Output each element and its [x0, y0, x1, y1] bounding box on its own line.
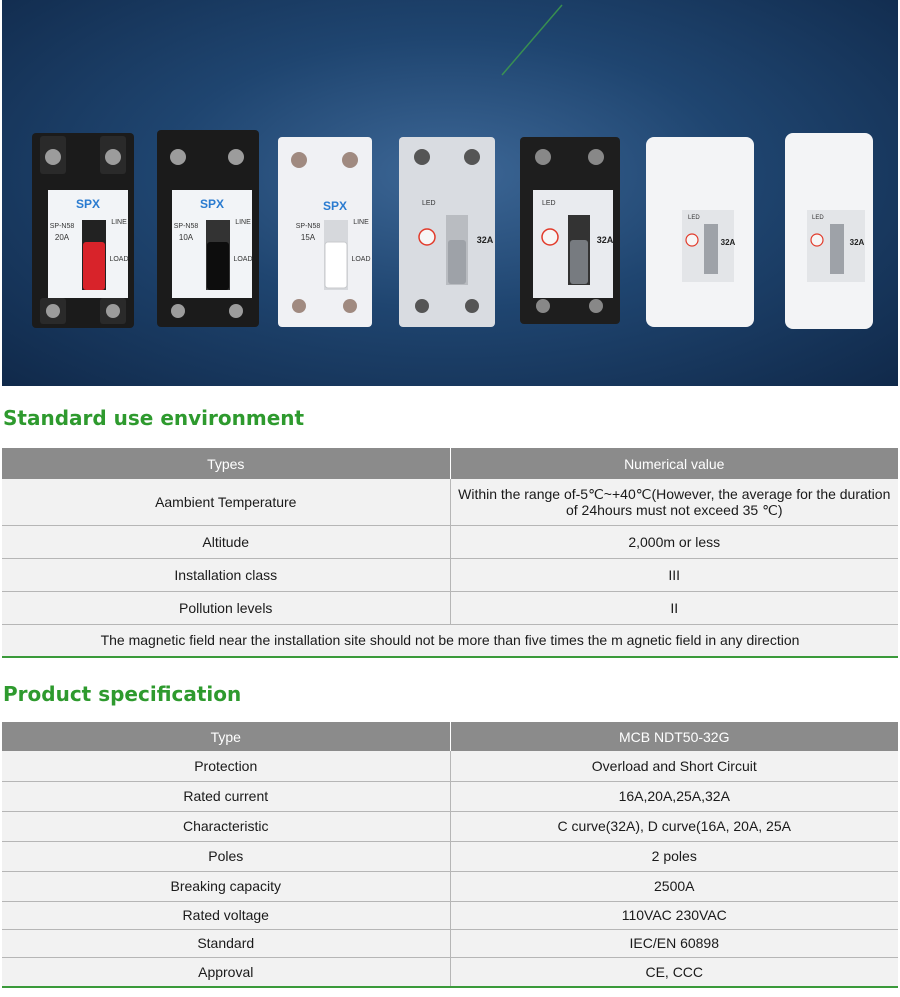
breaker-1-red-handle	[83, 242, 105, 290]
spec-value-cell: 2 poles	[450, 841, 898, 871]
spec-value-cell: CE, CCC	[450, 957, 898, 987]
breaker-3	[278, 137, 372, 327]
breaker-5	[520, 137, 620, 324]
env-value-cell: 2,000m or less	[450, 525, 898, 558]
breaker-1-load: LOAD	[109, 256, 129, 263]
breaker-1-line: LINE	[111, 219, 127, 226]
spec-label-cell: Standard	[2, 929, 450, 957]
magnetic-field-note: The magnetic field near the installation site should not be more than five times the m agnetic field in any direction	[2, 624, 898, 657]
breaker-1-rating: 20A	[54, 233, 70, 242]
breaker-6	[646, 137, 754, 327]
table-row	[2, 558, 898, 591]
spec-value-cell: C curve(32A), D curve(16A, 20A, 25A	[450, 811, 898, 841]
breaker-5-rating: 32A	[596, 235, 614, 245]
spec-label-cell: Rated voltage	[2, 901, 450, 929]
breaker-7-led: LED	[812, 215, 824, 221]
table-row	[2, 525, 898, 558]
table-row	[2, 479, 898, 525]
table-row	[2, 751, 898, 781]
breaker-2-line: LINE	[235, 219, 251, 226]
breaker-3-line: LINE	[353, 219, 369, 226]
spec-label-cell: Approval	[2, 957, 450, 987]
spec-label-cell: Protection	[2, 751, 450, 781]
spec-value-cell: 2500A	[450, 871, 898, 901]
spec-label-cell: Poles	[2, 841, 450, 871]
breaker-5-led: LED	[542, 200, 556, 207]
table-row	[2, 957, 898, 987]
table-row	[2, 841, 898, 871]
breaker-1	[32, 133, 134, 328]
breaker-6-led: LED	[688, 215, 700, 221]
specification-table	[2, 722, 898, 988]
breaker-2-rating: 10A	[178, 233, 194, 242]
breaker-2	[157, 130, 259, 327]
breaker-3-rating: 15A	[300, 233, 316, 242]
breaker-3-load: LOAD	[351, 256, 371, 263]
product-banner	[2, 0, 898, 386]
table-row	[2, 781, 898, 811]
environment-header-types: Types	[2, 448, 450, 479]
table-row	[2, 624, 898, 657]
env-value-cell: III	[450, 558, 898, 591]
table-row	[2, 591, 898, 624]
breaker-3-brand: SPX	[322, 199, 348, 213]
specification-header-row	[2, 722, 898, 751]
breaker-2-load: LOAD	[233, 256, 253, 263]
table-row	[2, 929, 898, 957]
breaker-4	[399, 137, 495, 327]
breaker-4-led: LED	[422, 200, 436, 207]
spec-value-cell: IEC/EN 60898	[450, 929, 898, 957]
breaker-2-black-handle	[207, 242, 229, 290]
spec-header-type: Type	[2, 722, 450, 751]
table-row	[2, 901, 898, 929]
env-type-cell: Altitude	[2, 525, 450, 558]
breaker-2-model: SP-N58	[173, 223, 199, 230]
spec-value-cell: Overload and Short Circuit	[450, 751, 898, 781]
env-type-cell: Aambient Temperature	[2, 479, 450, 525]
spec-value-cell: 110VAC 230VAC	[450, 901, 898, 929]
breaker-3-model: SP-N58	[295, 223, 321, 230]
spec-label-cell: Characteristic	[2, 811, 450, 841]
spec-label-cell: Breaking capacity	[2, 871, 450, 901]
environment-table	[2, 448, 898, 658]
breaker-4-rating: 32A	[476, 235, 494, 245]
table-row	[2, 871, 898, 901]
environment-title: Standard use environment	[3, 406, 305, 430]
env-type-cell: Pollution levels	[2, 591, 450, 624]
env-type-cell: Installation class	[2, 558, 450, 591]
table-row	[2, 811, 898, 841]
breaker-7-rating: 32A	[849, 238, 865, 247]
breaker-2-brand: SPX	[199, 197, 225, 211]
breaker-6-rating: 32A	[720, 238, 736, 247]
env-value-cell: Within the range of-5℃~+40℃(However, the average for the duration of 24hours must not exceed 35 ℃)	[450, 479, 898, 525]
spec-label-cell: Rated current	[2, 781, 450, 811]
breaker-1-brand: SPX	[75, 197, 101, 211]
specification-title: Product specification	[3, 682, 242, 706]
env-value-cell: II	[450, 591, 898, 624]
environment-header-row	[2, 448, 898, 479]
environment-header-value: Numerical value	[450, 448, 898, 479]
spec-header-model: MCB NDT50-32G	[450, 722, 898, 751]
breaker-lineup-illustration	[2, 0, 898, 386]
spec-value-cell: 16A,20A,25A,32A	[450, 781, 898, 811]
breaker-1-model: SP-N58	[49, 223, 75, 230]
breaker-7	[785, 133, 873, 329]
